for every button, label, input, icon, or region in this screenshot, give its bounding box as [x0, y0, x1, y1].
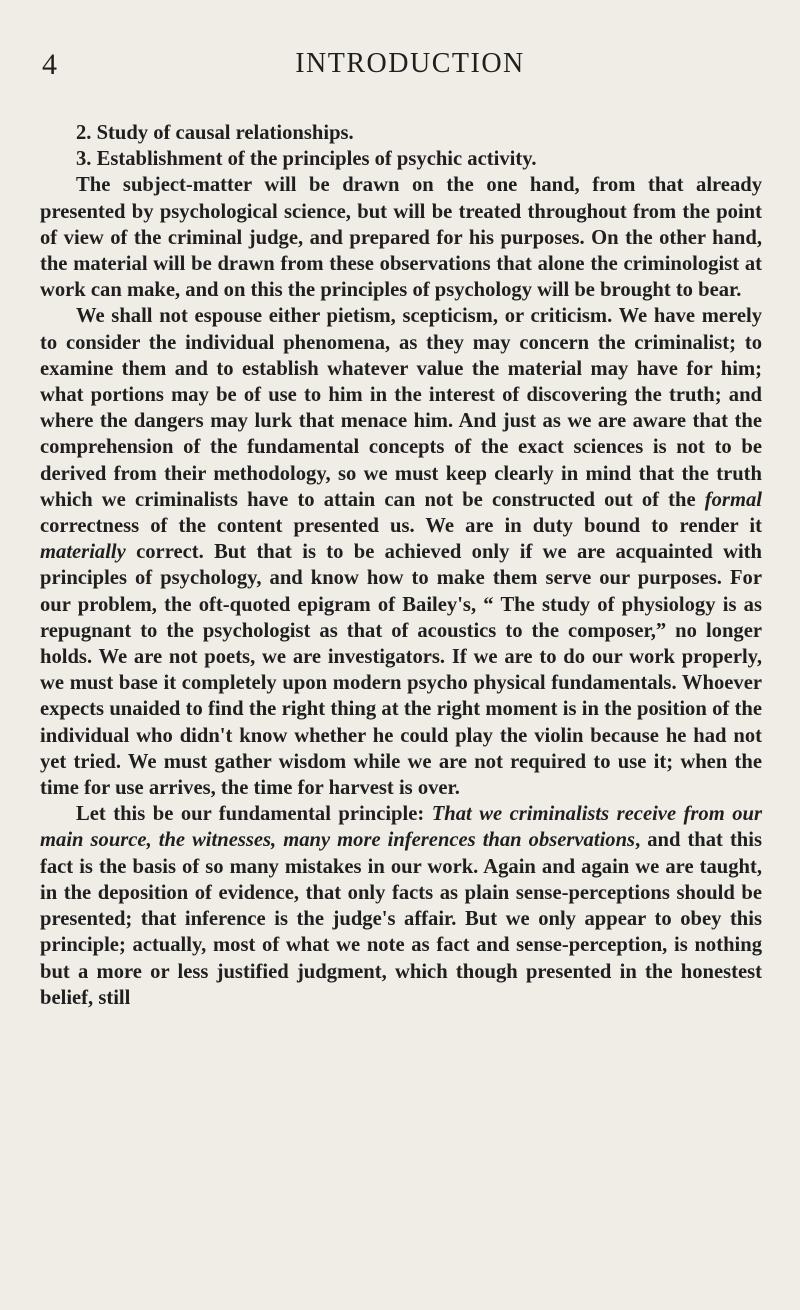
emphasis-formal: formal: [704, 488, 762, 511]
list-item-2: [40, 120, 762, 146]
paragraph-fundamental-principle: [40, 801, 762, 1011]
running-head: [40, 44, 762, 84]
paragraph-principle-text-2: , and that this fact is the basis of so many mistakes in our work. Again and again we are taught, in the deposition of evidence, that only facts as plain sense-perceptions should be presented; that inference is the judge's affair. But we only appear to obey this principle; actually, most of what we note as fact and sense-perception, is nothing but a more or less justified judgment, which though presented in the honestest belief, still: [40, 829, 762, 1009]
page-number: 4: [42, 48, 58, 81]
paragraph-criticism-text-1: We shall not espouse either pietism, scepticism, or criticism. We have merely to consider the individual phenomena, as they may concern the criminalist; to examine them and to establish whatever value the material may have for him; what portions may be of use to him in the interest of discovering the truth; and where the dangers may lurk that menace him. And just as we are aware that the comprehension of the fundamental concepts of the exact sciences is not to be derived from their methodology, so we must keep clearly in mind that the truth which we criminalists have to attain can not be constructed out of the: [40, 305, 762, 511]
paragraph-criticism-text-3: correct. But that is to be achieved only if we are acquainted with principles of psychology, and know how to make them serve our purposes. For our problem, the oft-quoted epigram of Bailey's, “ The study of physiology is as repugnant to the psychologist as that of acoustics to the composer,” no longer holds. We are not poets, we are investigators. If we are to do our work properly, we must base it completely upon modern psycho physical fundamentals. Whoever expects unaided to find the right thing at the right moment is in the position of the individual who didn't know whether he could play the violin because he had not yet tried. We must gather wisdom while we are not required to use it; when the time for use arrives, the time for harvest is over.: [40, 541, 762, 800]
running-head-title: INTRODUCTION: [295, 48, 525, 79]
paragraph-criticism: [40, 303, 762, 801]
list-item-2-text: 2. Study of causal relationships.: [76, 122, 354, 144]
list-item-3-text: 3. Establishment of the principles of psychic activity.: [76, 148, 537, 171]
list-item-3: [40, 146, 762, 172]
paragraph-principle-text-1: Let this be our fundamental principle:: [76, 803, 432, 826]
emphasis-principle: That we criminalists receive from our main source, the witnesses, many more inferences than observations: [40, 803, 762, 852]
paragraph-criticism-text-2: correctness of the content presented us. We are in duty bound to render it: [40, 515, 762, 538]
body-text: [40, 120, 762, 1011]
emphasis-materially: materially: [40, 541, 126, 564]
paragraph-subject-matter-text: The subject-matter will be drawn on the one hand, from that already presented by psychological science, but will be treated throughout from the point of view of the criminal judge, and prepared for his purposes. On the other hand, the material will be drawn from these observations that alone the criminologist at work can make, and on this the principles of psychology will be brought to bear.: [40, 174, 762, 302]
paragraph-subject-matter: [40, 172, 762, 303]
